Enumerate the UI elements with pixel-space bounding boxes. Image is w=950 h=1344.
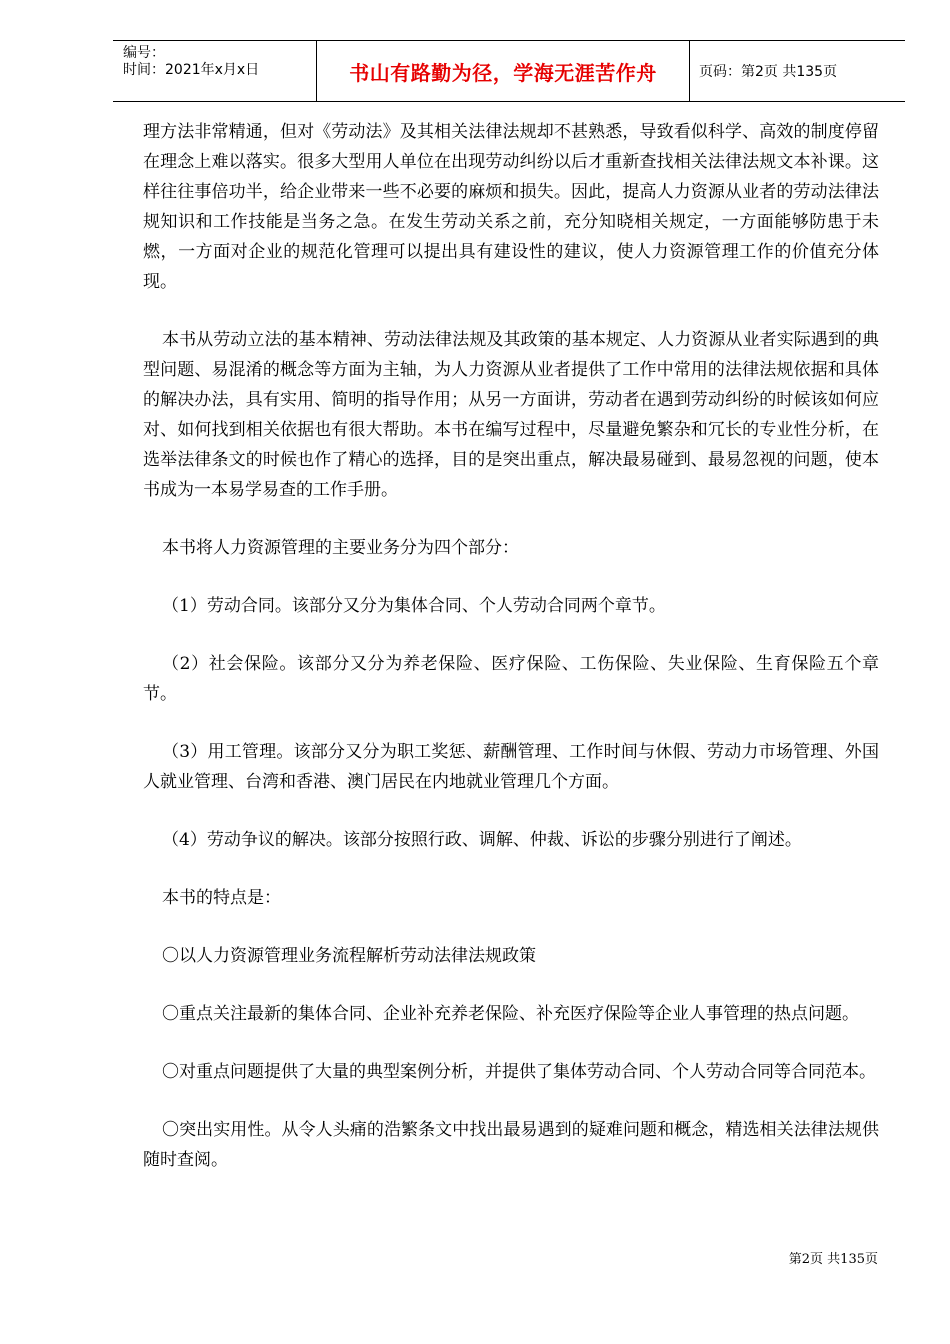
feature-item: 〇突出实用性。从令人头痛的浩繁条文中找出最易遇到的疑难问题和概念，精选相关法律法规供随时查阅。 [143,1120,879,1170]
feature-item: 〇重点关注最新的集体合同、企业补充养老保险、补充医疗保险等企业人事管理的热点问题。 [162,1004,859,1024]
paragraph: 理方法非常精通，但对《劳动法》及其相关法律法规却不甚熟悉，导致看似科学、高效的制度停留在理念上难以落实。很多大型用人单位在出现劳动纠纷以后才重新查找相关法律法规文本补课。这样往往事倍功半，给企业带来一些不必要的麻烦和损失。因此，提高人力资源从业者的劳动法律法规知识和工作技能是当务之急。在发生劳动关系之前，充分知晓相关规定，一方面能够防患于未燃，一方面对企业的规范化管理可以提出具有建设性的建议，使人力资源管理工作的价值充分体现。 [143,122,879,292]
paragraph: 本书的特点是： [162,888,281,908]
header-time: 时间：2021年x月x日 [123,62,260,78]
list-item: （3）用工管理。该部分又分为职工奖惩、薪酬管理、工作时间与休假、劳动力市场管理、外国人就业管理、台湾和香港、澳门居民在内地就业管理几个方面。 [143,742,879,792]
header-motto: 书山有路勤为径，学海无涯苦作舟 [316,41,690,101]
list-item: （2）社会保险。该部分又分为养老保险、医疗保险、工伤保险、失业保险、生育保险五个章节。 [143,654,879,704]
page-footer: 第2页 共135页 [788,1252,878,1267]
page-header [113,40,905,102]
document-body [143,117,879,1203]
paragraph: 本书从劳动立法的基本精神、劳动法律法规及其政策的基本规定、人力资源从业者实际遇到的典型问题、易混淆的概念等方面为主轴，为人力资源从业者提供了工作中常用的法律法规依据和具体的解决办法，具有实用、简明的指导作用；从另一方面讲，劳动者在遇到劳动纠纷的时候该如何应对、如何找到相关依据也有很大帮助。本书在编写过程中，尽量避免繁杂和冗长的专业性分析，在选举法律条文的时候也作了精心的选择，目的是突出重点，解决最易碰到、最易忽视的问题，使本书成为一本易学易查的工作手册。 [143,330,879,500]
list-item: （1）劳动合同。该部分又分为集体合同、个人劳动合同两个章节。 [162,596,666,616]
feature-item: 〇以人力资源管理业务流程解析劳动法律法规政策 [162,946,536,966]
header-page-number: 页码：第2页 共135页 [699,64,838,80]
paragraph: 本书将人力资源管理的主要业务分为四个部分： [162,538,519,558]
feature-item: 〇对重点问题提供了大量的典型案例分析，并提供了集体劳动合同、个人劳动合同等合同范本。 [162,1062,876,1082]
header-number: 编号： [123,45,165,61]
list-item: （4）劳动争议的解决。该部分按照行政、调解、仲裁、诉讼的步骤分别进行了阐述。 [162,830,802,850]
header-meta [113,41,316,101]
